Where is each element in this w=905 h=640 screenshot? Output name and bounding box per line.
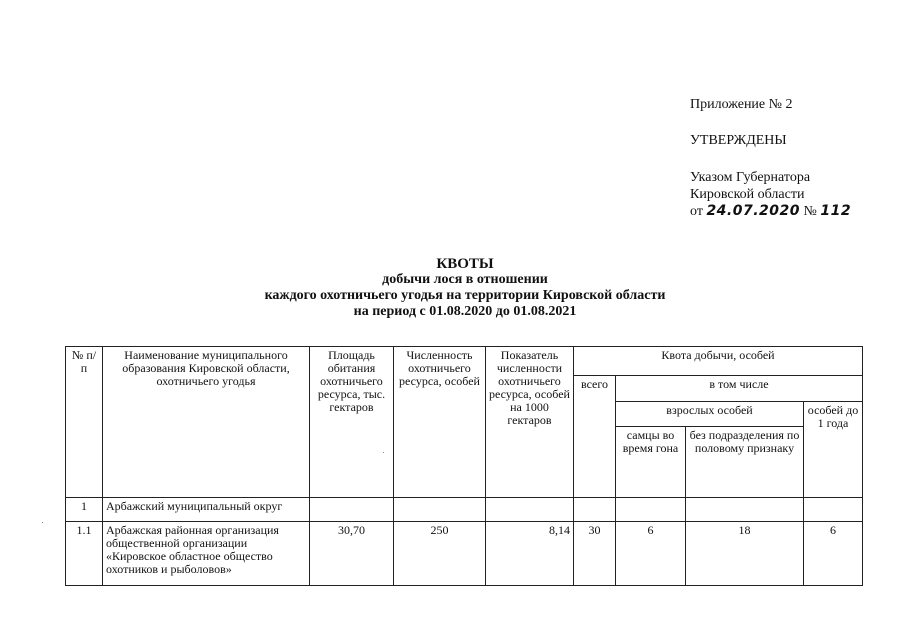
from-prefix: от: [690, 204, 703, 219]
decree-line-1: Указом Губернатора: [690, 170, 811, 185]
approved-label: УТВЕРЖДЕНЫ: [690, 133, 787, 148]
title-line-4: на период с 01.08.2020 до 01.08.2021: [353, 304, 577, 319]
row-total: 30: [574, 522, 616, 586]
header-area: Площадь обитания охотничьего ресурса, тыс. гектаров: [310, 347, 394, 498]
appendix-number: Приложение № 2: [690, 97, 793, 112]
scan-speck: [383, 452, 384, 453]
scan-speck: [42, 522, 43, 523]
quota-table: [65, 346, 863, 586]
section-row: [66, 498, 863, 522]
row-name: Арбажская районная организация общественной организации «Кировское областное общество охотников и рыболовов»: [103, 522, 310, 586]
header-males: самцы во время гона: [616, 427, 686, 498]
row-area: 30,70: [310, 522, 394, 586]
row-males: 6: [616, 522, 686, 586]
title-line-2: добычи лося в отношении: [382, 272, 548, 287]
handwritten-date: 24.07.2020: [706, 203, 801, 219]
header-young: особей до 1 года: [804, 402, 863, 498]
decree-line-2: Кировской области: [690, 187, 805, 202]
title-line-1: КВОТЫ: [436, 256, 494, 272]
header-quota: Квота добычи, особей: [574, 347, 863, 376]
appendix-block: [690, 96, 851, 220]
section-name: Арбажский муниципальный округ: [103, 498, 310, 522]
row-young: 6: [804, 522, 863, 586]
row-nosex: 18: [686, 522, 804, 586]
title-line-3: каждого охотничьего угодья на территории Кировской области: [264, 288, 666, 303]
header-adults: взрослых особей: [616, 402, 804, 427]
section-num: 1: [66, 498, 103, 522]
handwritten-number: 112: [820, 203, 852, 219]
header-total: всего: [574, 376, 616, 498]
header-nosex: без подразделения по половому признаку: [686, 427, 804, 498]
document-title: [0, 256, 905, 320]
header-including: в том числе: [616, 376, 863, 402]
header-density: Показатель численности охотничьего ресурса, особей на 1000 гектаров: [486, 347, 574, 498]
number-sign: №: [803, 204, 817, 219]
row-count: 250: [394, 522, 486, 586]
row-density: 8,14: [486, 522, 574, 586]
header-count: Численность охотничьего ресурса, особей: [394, 347, 486, 498]
table-row: [66, 522, 863, 586]
row-num: 1.1: [66, 522, 103, 586]
decree-date-line: [690, 203, 851, 220]
header-num: № п/п: [66, 347, 103, 498]
header-name: Наименование муниципального образования Кировской области, охотничьего угодья: [103, 347, 310, 498]
